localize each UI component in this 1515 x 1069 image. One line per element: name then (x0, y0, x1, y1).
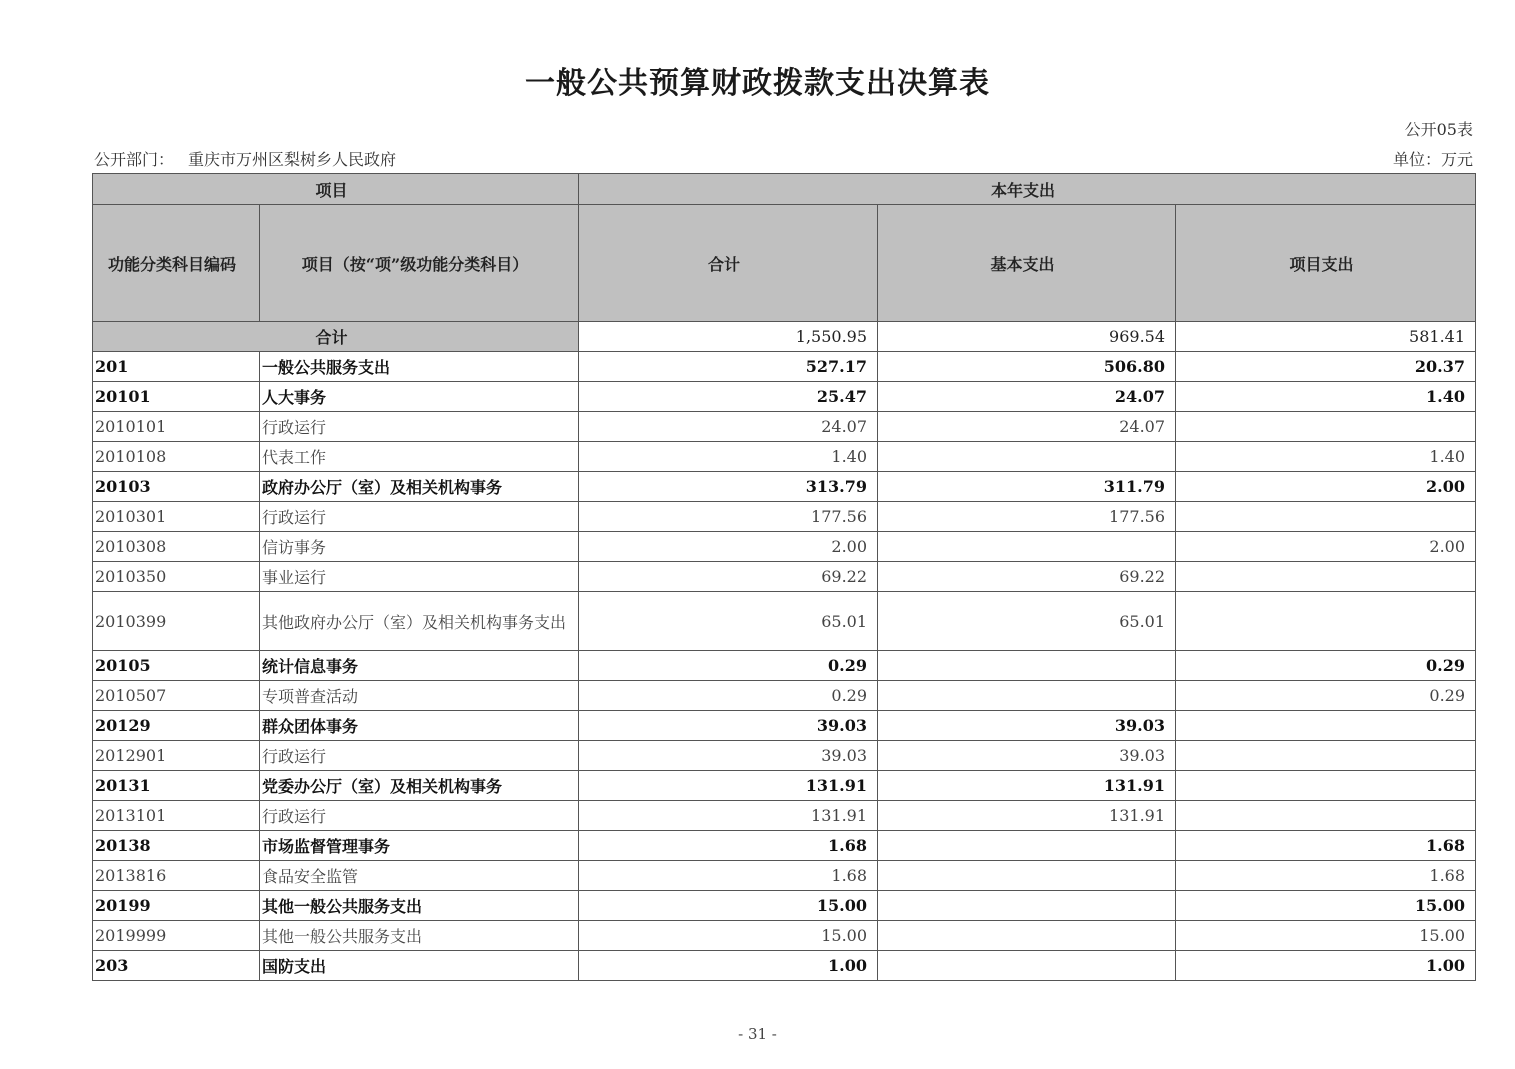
cell-code: 2010301 (93, 502, 260, 532)
cell-basic: 177.56 (878, 502, 1176, 532)
cell-basic: 65.01 (878, 592, 1176, 651)
cell-code: 20101 (93, 382, 260, 412)
cell-project: 15.00 (1176, 891, 1476, 921)
table-row (93, 921, 1476, 951)
table-row (93, 711, 1476, 741)
cell-total: 527.17 (579, 352, 878, 382)
total-basic: 969.54 (878, 322, 1176, 352)
cell-total: 39.03 (579, 711, 878, 741)
cell-total: 25.47 (579, 382, 878, 412)
cell-name: 事业运行 (260, 562, 579, 592)
table-row (93, 831, 1476, 861)
cell-code: 20131 (93, 771, 260, 801)
cell-code: 2013101 (93, 801, 260, 831)
table-row (93, 562, 1476, 592)
table-row (93, 412, 1476, 442)
table-row (93, 741, 1476, 771)
table-row (93, 771, 1476, 801)
cell-code: 20103 (93, 472, 260, 502)
cell-total: 24.07 (579, 412, 878, 442)
table-row (93, 502, 1476, 532)
cell-code: 20138 (93, 831, 260, 861)
total-label: 合计 (93, 322, 579, 352)
cell-total: 65.01 (579, 592, 878, 651)
cell-name: 政府办公厅（室）及相关机构事务 (260, 472, 579, 502)
cell-project (1176, 771, 1476, 801)
cell-code: 2010108 (93, 442, 260, 472)
cell-name: 代表工作 (260, 442, 579, 472)
cell-name: 群众团体事务 (260, 711, 579, 741)
cell-name: 行政运行 (260, 801, 579, 831)
table-row (93, 951, 1476, 981)
cell-basic (878, 891, 1176, 921)
header-total: 合计 (579, 205, 878, 322)
cell-project: 1.40 (1176, 382, 1476, 412)
table-row (93, 382, 1476, 412)
cell-total: 1.40 (579, 442, 878, 472)
table-row (93, 532, 1476, 562)
cell-code: 2012901 (93, 741, 260, 771)
cell-name: 行政运行 (260, 741, 579, 771)
cell-project: 1.68 (1176, 831, 1476, 861)
cell-code: 2010350 (93, 562, 260, 592)
cell-total: 131.91 (579, 801, 878, 831)
cell-total: 313.79 (579, 472, 878, 502)
table-row (93, 681, 1476, 711)
cell-name: 食品安全监管 (260, 861, 579, 891)
cell-code: 20129 (93, 711, 260, 741)
cell-project: 1.68 (1176, 861, 1476, 891)
department-line (94, 147, 396, 170)
cell-code: 2010101 (93, 412, 260, 442)
cell-total: 69.22 (579, 562, 878, 592)
cell-total: 0.29 (579, 681, 878, 711)
cell-name: 其他一般公共服务支出 (260, 891, 579, 921)
table-row (93, 352, 1476, 382)
cell-project (1176, 711, 1476, 741)
cell-basic (878, 532, 1176, 562)
cell-total: 1.68 (579, 861, 878, 891)
cell-name: 行政运行 (260, 412, 579, 442)
table-row (93, 891, 1476, 921)
cell-code: 2010399 (93, 592, 260, 651)
cell-basic: 131.91 (878, 801, 1176, 831)
header-basic: 基本支出 (878, 205, 1176, 322)
cell-project: 1.00 (1176, 951, 1476, 981)
cell-code: 2013816 (93, 861, 260, 891)
cell-total: 177.56 (579, 502, 878, 532)
cell-name: 党委办公厅（室）及相关机构事务 (260, 771, 579, 801)
header-group-item: 项目 (93, 174, 579, 205)
cell-name: 国防支出 (260, 951, 579, 981)
cell-basic: 131.91 (878, 771, 1176, 801)
cell-code: 203 (93, 951, 260, 981)
header-name: 项目（按“项”级功能分类科目） (260, 205, 579, 322)
cell-basic: 24.07 (878, 412, 1176, 442)
cell-basic: 69.22 (878, 562, 1176, 592)
cell-name: 人大事务 (260, 382, 579, 412)
cell-total: 15.00 (579, 891, 878, 921)
cell-basic (878, 681, 1176, 711)
total-row (93, 322, 1476, 352)
cell-project (1176, 801, 1476, 831)
cell-basic: 311.79 (878, 472, 1176, 502)
cell-total: 15.00 (579, 921, 878, 951)
cell-basic (878, 951, 1176, 981)
header-project: 项目支出 (1176, 205, 1476, 322)
cell-basic (878, 921, 1176, 951)
department-label: 公开部门： (94, 150, 175, 169)
cell-basic: 39.03 (878, 741, 1176, 771)
cell-project (1176, 741, 1476, 771)
cell-project: 20.37 (1176, 352, 1476, 382)
cell-basic (878, 831, 1176, 861)
department-name: 重庆市万州区梨树乡人民政府 (188, 150, 397, 169)
cell-total: 2.00 (579, 532, 878, 562)
cell-code: 201 (93, 352, 260, 382)
expenditure-table (92, 173, 1476, 981)
cell-code: 20105 (93, 651, 260, 681)
cell-project (1176, 592, 1476, 651)
header-group-year: 本年支出 (579, 174, 1476, 205)
table-row (93, 801, 1476, 831)
cell-basic: 24.07 (878, 382, 1176, 412)
cell-code: 2010308 (93, 532, 260, 562)
table-row (93, 442, 1476, 472)
cell-total: 0.29 (579, 651, 878, 681)
total-project: 581.41 (1176, 322, 1476, 352)
cell-project: 2.00 (1176, 472, 1476, 502)
header-code: 功能分类科目编码 (93, 205, 260, 322)
cell-total: 131.91 (579, 771, 878, 801)
cell-code: 20199 (93, 891, 260, 921)
cell-basic (878, 442, 1176, 472)
cell-project: 2.00 (1176, 532, 1476, 562)
cell-basic (878, 651, 1176, 681)
cell-project: 15.00 (1176, 921, 1476, 951)
cell-basic: 39.03 (878, 711, 1176, 741)
page-title: 一般公共预算财政拨款支出决算表 (525, 66, 990, 101)
cell-project: 1.40 (1176, 442, 1476, 472)
cell-basic (878, 861, 1176, 891)
cell-code: 2010507 (93, 681, 260, 711)
cell-name: 其他政府办公厅（室）及相关机构事务支出 (260, 592, 579, 651)
cell-total: 39.03 (579, 741, 878, 771)
cell-total: 1.68 (579, 831, 878, 861)
cell-total: 1.00 (579, 951, 878, 981)
cell-project (1176, 562, 1476, 592)
cell-code: 2019999 (93, 921, 260, 951)
cell-project: 0.29 (1176, 651, 1476, 681)
page-number: - 31 - (738, 1025, 777, 1043)
cell-project (1176, 502, 1476, 532)
cell-name: 其他一般公共服务支出 (260, 921, 579, 951)
table-row (93, 651, 1476, 681)
cell-name: 一般公共服务支出 (260, 352, 579, 382)
table-row (93, 472, 1476, 502)
cell-name: 行政运行 (260, 502, 579, 532)
unit-label: 单位：万元 (1392, 150, 1473, 169)
table-row (93, 592, 1476, 651)
form-number: 公开05表 (1404, 120, 1473, 139)
cell-project: 0.29 (1176, 681, 1476, 711)
cell-basic: 506.80 (878, 352, 1176, 382)
cell-name: 专项普查活动 (260, 681, 579, 711)
table-row (93, 861, 1476, 891)
cell-name: 统计信息事务 (260, 651, 579, 681)
cell-project (1176, 412, 1476, 442)
total-sum: 1,550.95 (579, 322, 878, 352)
cell-name: 信访事务 (260, 532, 579, 562)
cell-name: 市场监督管理事务 (260, 831, 579, 861)
